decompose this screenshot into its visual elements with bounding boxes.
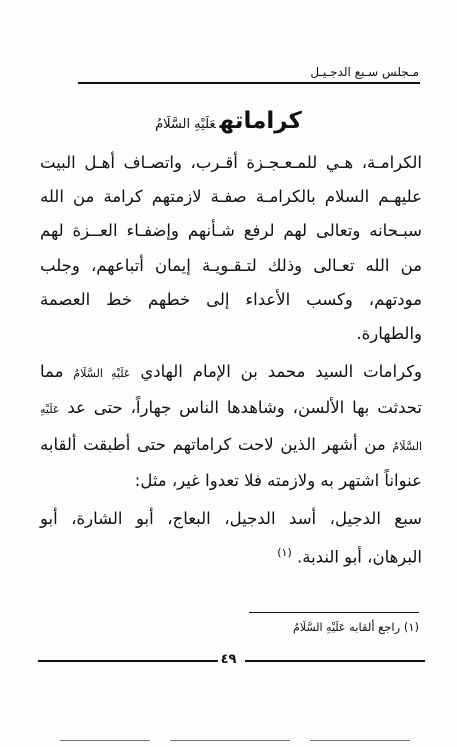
inline-honorific-1: عَلَيْهِ السَّلَامُ (73, 367, 131, 381)
footnote (293, 620, 419, 634)
scan-edge-line-3 (310, 740, 410, 741)
paragraph-1: الكرامـة، هـي للمـعـجـزة أقـرب، واتصـاف أهـل البيت عليهـم السلام بالكرامـة صفـة لازمتهم كرامة من الله سبـحانه وتعالى لهم لرفع شـأنهم وإضفـاء العــزة لهم من الله تعـالى وذلك لتـقـويـة إيمان أتباعهم، وجلب مودتهم، وكسب الأعداء إلى خطهم خط العصمة والطهارة. (40, 153, 422, 344)
paragraph-3-text: سبع الدجيل، أسد الدجيل، البعاج، أبو الشارة، أبو البرهان، أبو الندبة. (40, 509, 422, 567)
footnote-reference: (١) (277, 546, 292, 560)
chapter-title (0, 108, 457, 134)
paragraph-3 (40, 502, 422, 575)
footnote-text: راجع ألقابه (349, 620, 401, 634)
footnote-marker: (١) (403, 620, 419, 634)
chapter-title-text: كراماته (219, 108, 302, 134)
paragraph-2 (40, 355, 422, 498)
scan-edge-line-1 (60, 740, 150, 741)
running-header: مـجلس سـبع الدجـيـل (310, 65, 419, 79)
page-number: ٤٩ (220, 652, 237, 667)
inline-honorific-2: عَلَيْهِ السَّلَامُ (40, 403, 423, 453)
bottom-rule-right (245, 660, 425, 662)
scan-edge-line-2 (170, 740, 290, 741)
body-text (40, 146, 422, 575)
chapter-honorific: عَلَيْهِ السَّلَامُ (155, 117, 216, 132)
paragraph-2-text-c: من أشهر الذين لاحت كراماتهم حتى أطبقت ألقابه عنواناً اشتهر به ولازمته فلا تعدوا غير، مثل: (40, 434, 422, 490)
header-rule (78, 82, 420, 84)
footnote-rule (249, 612, 419, 613)
footnote-honorific: عَلَيْهِ السَّلَامُ (292, 621, 346, 634)
paragraph-2-text-b: مما تحدثت بها الألسن، وشاهدها الناس جهاراً، حتى عد (40, 362, 422, 418)
paragraph-2-text-a: وكرامات السيد محمد بن الإمام الهادي (140, 362, 423, 382)
